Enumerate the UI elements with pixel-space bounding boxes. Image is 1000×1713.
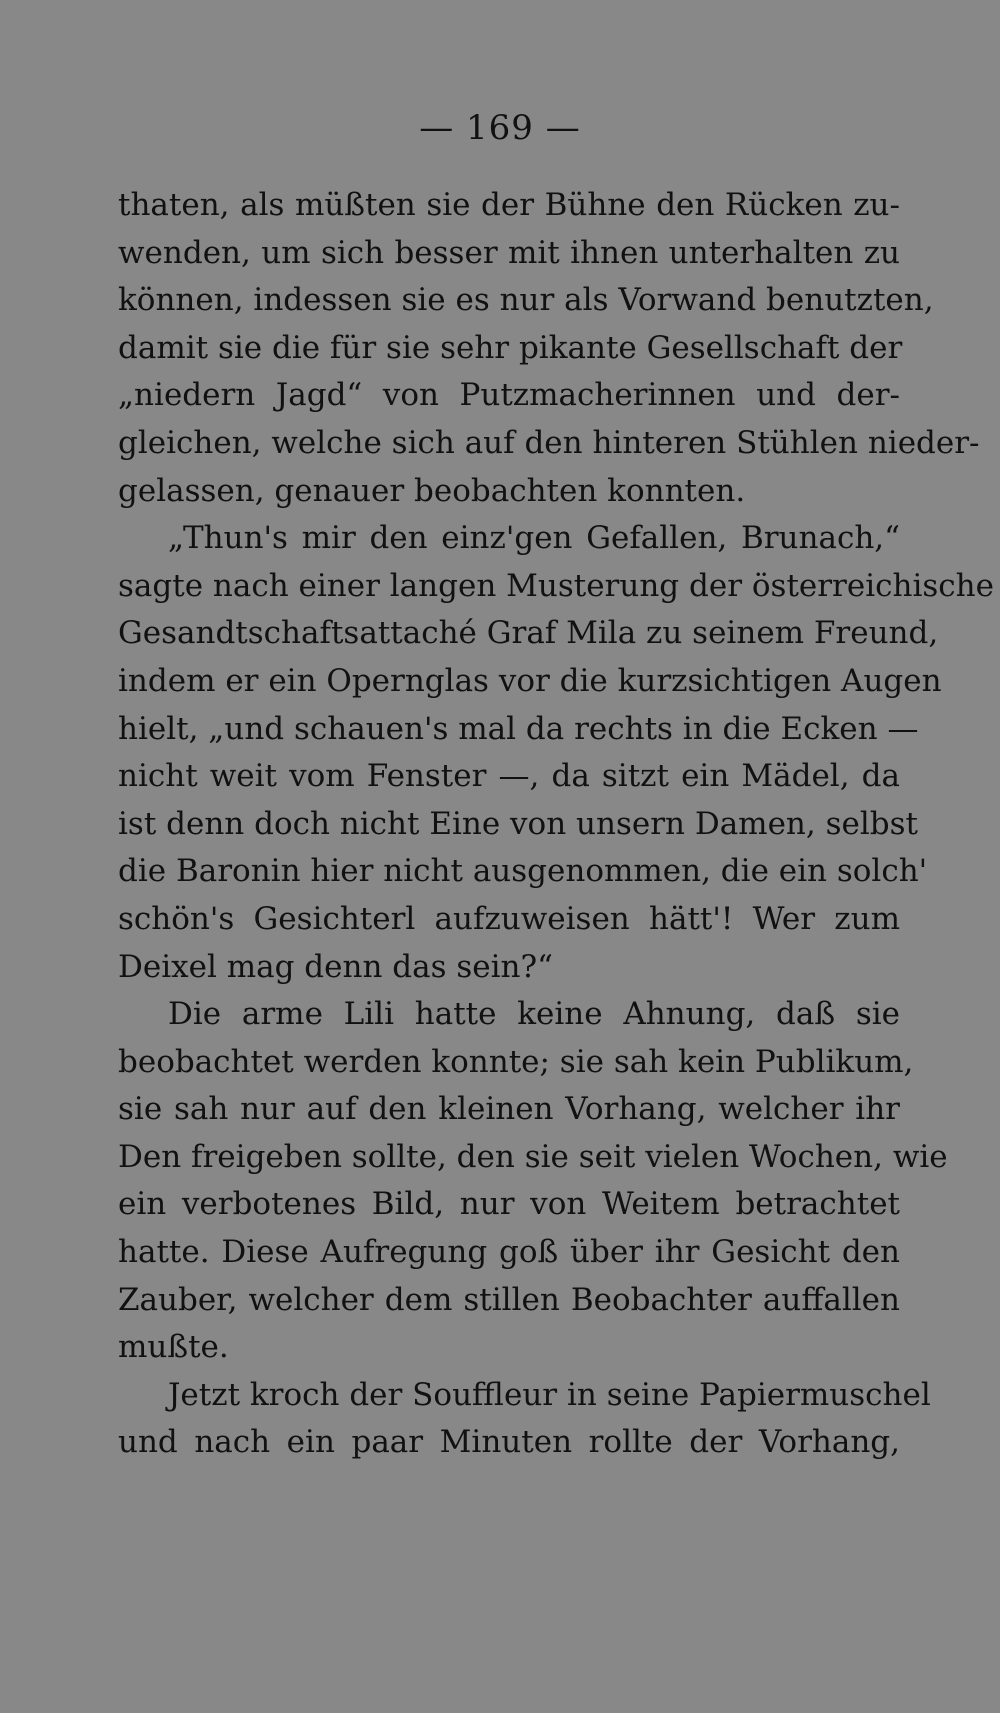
text-line: Zauber, welcher dem stillen Beobachter auffallen bbox=[118, 1281, 900, 1318]
text-line: ein verbotenes Bild, nur von Weitem betrachtet bbox=[118, 1186, 900, 1223]
text-line: wenden, um sich besser mit ihnen unterhalten zu bbox=[118, 234, 900, 271]
text-line: indem er ein Opernglas vor die kurzsichtigen Augen bbox=[118, 662, 942, 699]
text-line: Gesandtschaftsattaché Graf Mila zu seinem Freund, bbox=[118, 615, 939, 652]
text-line: mußte. bbox=[118, 1329, 229, 1366]
text-line: thaten, als müßten sie der Bühne den Rücken zu- bbox=[118, 187, 900, 223]
text-line: Jetzt kroch der Souffleur in seine Papiermuschel bbox=[168, 1376, 931, 1413]
text-line: sie sah nur auf den kleinen Vorhang, welcher ihr bbox=[118, 1091, 900, 1128]
text-line: beobachtet werden konnte; sie sah kein Publikum, bbox=[118, 1043, 914, 1080]
text-line: und nach ein paar Minuten rollte der Vorhang, bbox=[118, 1424, 900, 1461]
text-line: hielt, „und schauen's mal da rechts in die Ecken — bbox=[118, 710, 919, 747]
text-line: die Baronin hier nicht ausgenommen, die ein solch' bbox=[118, 853, 928, 890]
text-line: „niedern Jagd“ von Putzmacherinnen und der- bbox=[118, 377, 900, 414]
text-line: schön's Gesichterl aufzuweisen hätt'! Wer zum bbox=[118, 900, 900, 937]
text-line: sagte nach einer langen Musterung der österreichische bbox=[118, 567, 994, 604]
text-line: können, indessen sie es nur als Vorwand benutzten, bbox=[118, 282, 934, 319]
text-line: hatte. Diese Aufregung goß über ihr Gesicht den bbox=[118, 1234, 900, 1271]
text-line: nicht weit vom Fenster —, da sitzt ein Mädel, da bbox=[118, 758, 900, 795]
text-line: Die arme Lili hatte keine Ahnung, daß sie bbox=[168, 996, 900, 1033]
text-line: gelassen, genauer beobachten konnten. bbox=[118, 472, 746, 509]
text-line: ist denn doch nicht Eine von unsern Damen, selbst bbox=[118, 805, 918, 842]
text-line: Deixel mag denn das sein?“ bbox=[118, 948, 553, 985]
page-number: — 169 — bbox=[419, 108, 581, 148]
text-line: gleichen, welche sich auf den hinteren Stühlen nieder- bbox=[118, 424, 980, 461]
text-line: Den freigeben sollte, den sie seit vielen Wochen, wie bbox=[118, 1138, 948, 1175]
text-line: damit sie die für sie sehr pikante Gesellschaft der bbox=[118, 329, 903, 366]
text-line: „Thun's mir den einz'gen Gefallen, Brunach,“ bbox=[168, 520, 900, 557]
body-text bbox=[118, 182, 994, 1467]
